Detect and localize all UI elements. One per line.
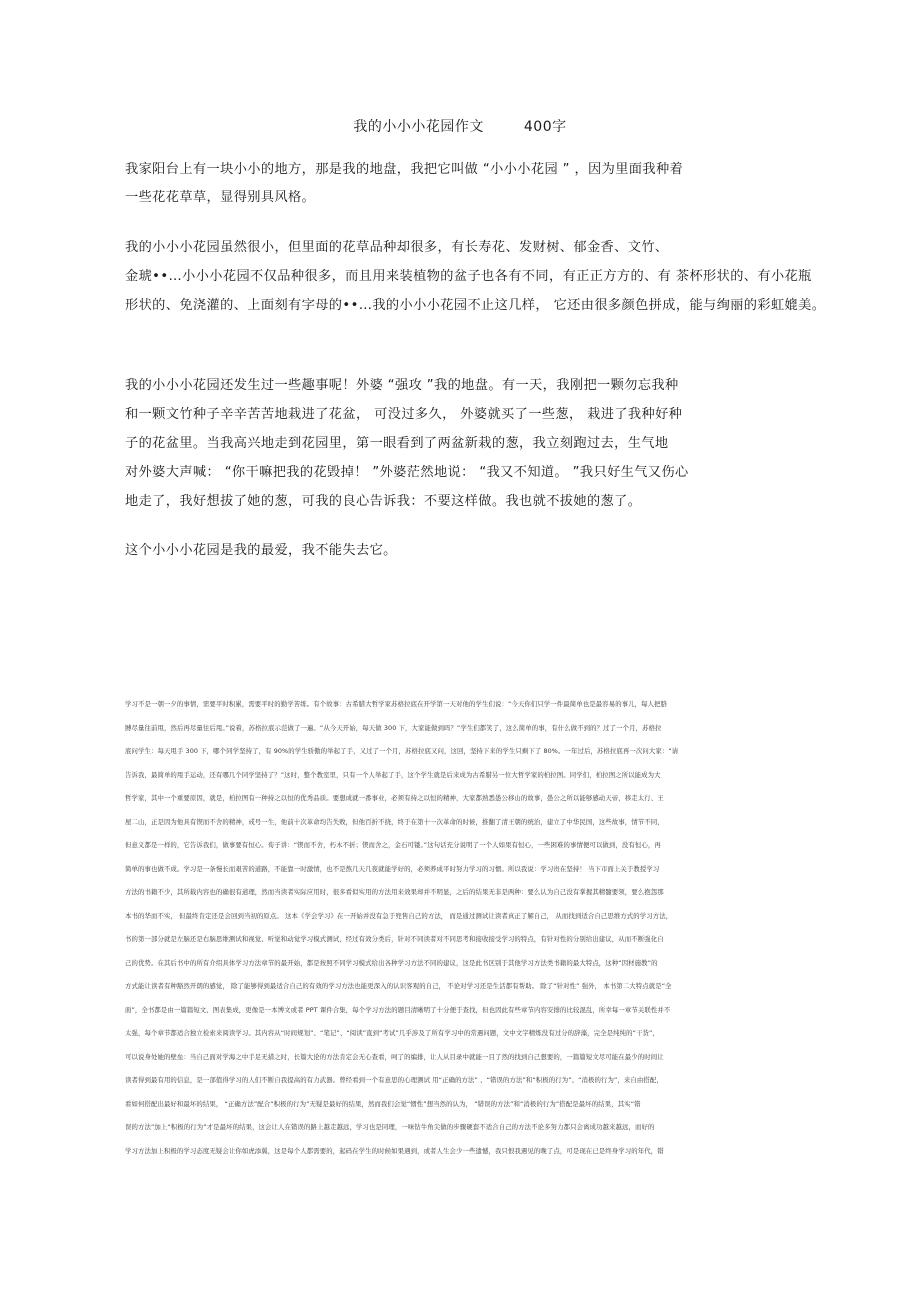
paragraph-line: 一些花花草草，显得别具风格。 bbox=[125, 190, 316, 205]
paragraph-line: 我的小小小花园虽然很小，但里面的花草品种却很多，有长寿花、发财树、郁金香、文竹、 bbox=[125, 240, 669, 255]
paragraph-line: 和一颗文竹种子辛辛苦苦地栽进了花盆， 可没过多久， 外婆就买了一些葱， 栽进了我种好种 bbox=[125, 407, 683, 422]
paragraph-line: 金琥••…小小小花园不仅品种很多，而且用来装植物的盆子也各有不同，有正正方方的、有 茶杯形状的、有小花瓶 bbox=[125, 269, 812, 284]
essay-paragraph-4 bbox=[125, 543, 805, 559]
essay-paragraph-1 bbox=[125, 162, 805, 206]
paragraph-line: 我的小小小花园还发生过一些趣事呢！外婆 “强攻 ”我的地盘。有一天，我刚把一颗勿忘我种 bbox=[125, 378, 679, 393]
paragraph-line: 形状的、免浇灌的、上面刻有字母的••…我的小小小花园不止这几样， 它还由很多颜色拼成，能与绚丽的彩虹媲美。 bbox=[125, 298, 826, 313]
document-title bbox=[0, 116, 920, 136]
appendix-line: 己的优势。在其后书中的所有介绍具体学习方法章节的最开始，都是按照不同学习模式给出各种学习方法不同的建议，这是此书区别于其他学习方法类书籍的最大特点，这种“因材施教”的 bbox=[125, 958, 658, 967]
appendix-line: 膊尽量往前甩，然后再尽量往后甩。”说着，苏格拉底示范做了一遍。“从今天开始，每天做 300 下，大家能做到吗？”学生们都笑了，这么简单的事，有什么做不到的？过了一个月，苏格拉 bbox=[125, 723, 662, 732]
appendix-line: 书的第一部分就是左脑还是右脑思维测试和视觉、听觉和动觉学习模式测试，经过有效分类后，针对不同读者对不同思考和接收接受学习的特点，有针对性的分别给出建议，从而不断强化自 bbox=[125, 935, 664, 943]
appendix-study-text bbox=[125, 700, 775, 1155]
appendix-line: 方法的书籍不少，其所载内容也的确很有道理，然而当读者实际应用时，很多看似实用的方法用来效果却并不明显，之后的结果无非是两种：要么认为自己没有掌握其精髓要领，要么抱怨那 bbox=[125, 888, 664, 896]
appendix-line: 误的方法”加上“积极的行为”才是最坏的结果，这会让人在错误的路上越走越远，学习也是同理，一味钻牛角尖做的步骤硬套不适合自己的方法不论多努力都只会离成功越来越远，而好的 bbox=[125, 1123, 655, 1131]
appendix-line: 可以说身处她的壁垒：当自己面对学海之中手足无措之时，长篇大论的方法肯定会无心查看，呵了的编排，让人从目录中就能一目了然的找到自己想要的，一篇篇短文尽可能在最少的时间让 bbox=[125, 1052, 664, 1061]
appendix-line: 太强，每个章节都适合独立检索来阅读学习。其内容从“时间规划”、“笔记”、“阅读”直到“考试”几乎涉及了所有学习中的常遇问题，文中文字精炼没有过分的辞藻，完全是纯纯的“干货”， bbox=[125, 1029, 659, 1037]
appendix-line: 方式能让读者有种豁然开朗的感觉， 除了能够得到最适合自己的有效的学习方法也能更深入的认识客观的自己， 不论对学习还是生活都有帮助。 除了“针对性” 强外， 本书第二大特点就是“全 bbox=[125, 982, 672, 990]
essay-paragraph-2 bbox=[125, 240, 826, 314]
appendix-line: 告诉我，最简单的甩手运动，还有哪几个同学坚持了？”这时，整个教室里，只有一个人举起了手，这个学生就是后来成为古希腊另一位大哲学家的柏拉图。同学们，柏拉图之所以能成为大 bbox=[125, 770, 661, 779]
appendix-line: 但意义都是一样的，它告诉我们，做事要有恒心。荀子讲：“锲而不舍，朽木不折；锲而舍之，金石可镂。”这句话充分说明了一个人如果有恒心，一些困难的事情便可以做到，没有恒心，再 bbox=[125, 841, 661, 849]
paragraph-line: 我家阳台上有一块小小的地方，那是我的地盘，我把它叫做 “小小小花园 ” ，因为里面我种着 bbox=[125, 162, 684, 177]
appendix-line: 面”，全书都是由一篇篇短文、图表集成，更像是一本博文或者 PPT 课件合集，每个学习方法的题目清晰明了十分便于查找，但也因此有些章节内容安排的比较混乱，所幸每一章节关联性并不 bbox=[125, 1005, 671, 1014]
appendix-line: 哲学家，其中一个重要原因，就是，柏拉图有一种持之以恒的优秀品质。要想成就一番事业，必须有持之以恒的精神，大家都熟悉愚公移山的故事，愚公之所以能够感动天帝，移走太行、王 bbox=[125, 794, 664, 802]
paragraph-line: 子的花盆里。当我高兴地走到花园里，第一眼看到了两盆新栽的葱，我立刻跑过去，生气地 bbox=[125, 436, 669, 451]
title-word-count: 400字 bbox=[523, 119, 567, 135]
appendix-line: 底问学生：每天甩手 300 下，哪个同学坚持了，有 90%的学生骄傲的举起了手，又过了一个月，苏格拉底又问，这回，坚持下来的学生只剩下了 80%。一年过后，苏格拉底再一次问大家：“请 bbox=[125, 747, 679, 755]
essay-paragraph-3 bbox=[125, 378, 805, 510]
appendix-line: 学习方法加上积极的学习态度无疑会让你如虎添翼，这是每个人都需要的，起码在学生的时候如果遇到，或者人生会少一些遗憾，我只恨我遇见的晚了点，可是现在已是终身学习的年代，错 bbox=[125, 1146, 664, 1155]
appendix-line: 屋二山，正是因为他具有锲而不舍的精神，戒号一生，他前十次革命均告失败，但他百折不挠，终于在第十一次革命的时候，推翻了清王朝的统治，建立了中华民国，这些故事，情节不同， bbox=[125, 817, 664, 826]
appendix-line: 本书的华而不实， 但最终肯定还是会回到当初的原点。 这本《学会学习》在一开始并没有急于兜售自己的方法， 而是通过测试让读者真正了解自己， 从而找到适合自己思维方式的学习方法， bbox=[125, 911, 673, 920]
paragraph-line: 这个小小小花园是我的最爱，我不能失去它。 bbox=[125, 543, 397, 558]
paragraph-line: 对外婆大声喊： “你干嘛把我的花毁掉！ ”外婆茫然地说： “我又不知道。 ”我只好生气又伤心 bbox=[125, 465, 689, 480]
appendix-line: 看如何搭配出最好和最坏的结果， “正确方法”配合“积极的行为”无疑是最好的结果，然而我们会觉“惯性”想当然的认为， “错误的方法”和“消极的行为”搭配是最坏的结果，其实“错 bbox=[125, 1099, 641, 1108]
title-main: 我的小小小花园作文 bbox=[353, 119, 484, 135]
appendix-line: 学习不是一朝一夕的事情，需要平时积累，需要平时的勤学苦练。有个故事：古希腊大哲学家苏格拉底在开学第一天对他的学生们说：“今天你们只学一件最简单也是最容易的事儿，每人把胳 bbox=[125, 700, 668, 708]
paragraph-line: 地走了，我好想拔了她的葱，可我的良心告诉我：不要这样做。我也就不拔她的葱了。 bbox=[125, 494, 642, 509]
appendix-line: 读者得到最有用的信息，是一部值得学习的人们不断自我提高的有力武器。曾经看到一个有意思的心理测试 用“正确的方法” 、“错误的方法”和“积极的行为”、“消极的行为”，来自由搭配， bbox=[125, 1076, 663, 1084]
appendix-line: 简单的事也做不成。学习是一条慢长而艰苦的道路，不能靠一时激情，也不是熬几天几夜就能学好的，必须养成平时努力学习的习惯。所以我说：学习贵在坚持！ 当下市面上关于教授学习 bbox=[125, 864, 660, 873]
